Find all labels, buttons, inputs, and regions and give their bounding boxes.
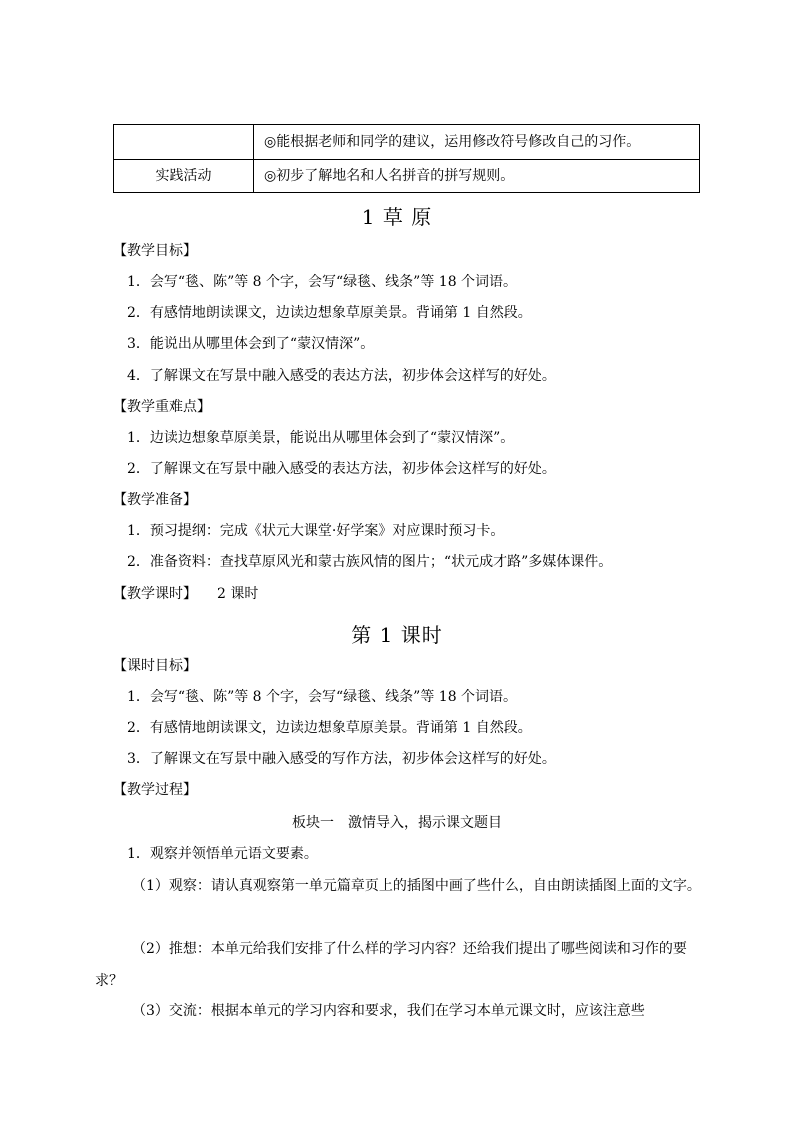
table-row — [114, 160, 700, 193]
list-item: 2．有感情地朗读课文，边读边想象草原美景。背诵第 1 自然段。 — [127, 305, 532, 321]
list-item: 2．了解课文在写景中融入感受的表达方法，初步体会这样写的好处。 — [127, 461, 556, 477]
list-item: 4．了解课文在写景中融入感受的表达方法，初步体会这样写的好处。 — [127, 368, 556, 384]
list-item: 2．有感情地朗读课文，边读边想象草原美景。背诵第 1 自然段。 — [127, 720, 532, 736]
block-title: 板块一 激情导入，揭示课文题目 — [292, 815, 502, 831]
table-row — [114, 125, 700, 160]
lesson-title: 1 草 原 — [361, 205, 433, 229]
section-heading-periods — [113, 584, 258, 604]
list-item: 3．了解课文在写景中融入感受的写作方法，初步体会这样写的好处。 — [127, 751, 556, 767]
section-heading-goals: 【教学目标】 — [113, 243, 197, 259]
table-cell-label — [114, 125, 254, 160]
list-item: 3．能说出从哪里体会到了“蒙汉情深”。 — [127, 336, 375, 352]
table-cell-text: ◎能根据老师和同学的建议，运用修改符号修改自己的习作。 — [254, 125, 700, 160]
table-cell-label: 实践活动 — [114, 160, 254, 193]
period-title: 第 1 课时 — [351, 623, 443, 647]
periods-value: 2 课时 — [217, 586, 259, 602]
section-heading-preparation: 【教学准备】 — [113, 492, 197, 508]
list-item: 1．边读边想象草原美景，能说出从哪里体会到了“蒙汉情深”。 — [127, 430, 515, 446]
list-item: 1．会写“毯、陈”等 8 个字，会写“绿毯、线条”等 18 个词语。 — [127, 274, 518, 290]
paragraph: （1）观察：请认真观察第一单元篇章页上的插图中画了些什么，自由朗读插图上面的文字。 — [132, 878, 701, 894]
list-item: 1．观察并领悟单元语文要素。 — [127, 846, 318, 862]
list-item: 2．准备资料：查找草原风光和蒙古族风情的图片；“状元成才路”多媒体课件。 — [127, 554, 613, 570]
list-item: 1．会写“毯、陈”等 8 个字，会写“绿毯、线条”等 18 个词语。 — [127, 689, 518, 705]
list-item: 1．预习提纲：完成《状元大课堂·好学案》对应课时预习卡。 — [127, 523, 505, 539]
table-cell-text: ◎初步了解地名和人名拼音的拼写规则。 — [254, 160, 700, 193]
section-heading-key-points: 【教学重难点】 — [113, 399, 211, 415]
section-heading-period-goals: 【课时目标】 — [113, 658, 197, 674]
paragraph: （2）推想：本单元给我们安排了什么样的学习内容？还给我们提出了哪些阅读和习作的要求？ — [95, 941, 687, 989]
section-heading-process: 【教学过程】 — [113, 782, 197, 798]
paragraph: （3）交流：根据本单元的学习内容和要求，我们在学习本单元课文时，应该注意些 — [132, 1003, 645, 1019]
periods-label: 【教学课时】 — [113, 586, 197, 602]
objectives-table — [113, 124, 700, 193]
